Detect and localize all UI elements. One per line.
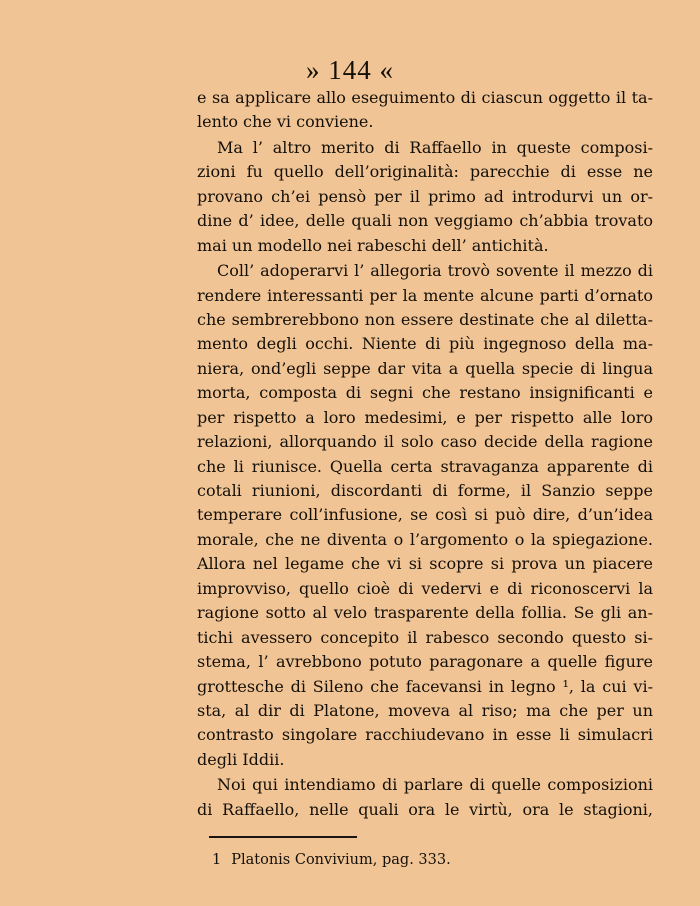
text-line: mento degli occhi. Niente di più ingegnoso della ma- xyxy=(197,334,653,354)
text-line: Allora nel legame che vi si scopre si prova un piacere xyxy=(197,554,653,574)
footnote-marker: 1 xyxy=(212,852,222,868)
text-line: di Raffaello, nelle quali ora le virtù, ora le stagioni, xyxy=(197,799,653,819)
text-line: relazioni, allorquando il solo caso decide della ragione xyxy=(197,432,653,452)
text-line: provano ch’ei pensò per il primo ad introdurvi un or- xyxy=(197,186,653,206)
text-line: degli Iddii. xyxy=(197,749,285,769)
text-line: morta, composta di segni che restano insignificanti e xyxy=(197,383,653,403)
text-line: cotali riunioni, discordanti di forme, il Sanzio seppe xyxy=(197,481,653,500)
text-line: zioni fu quello dell’originalità: parecchie di esse ne xyxy=(197,162,653,182)
text-line: grottesche di Sileno che facevansi in legno ¹, la cui vi- xyxy=(197,676,653,696)
text-line: lento che vi conviene. xyxy=(197,112,374,132)
footnote xyxy=(212,851,451,869)
text-line: dine d’ idee, delle quali non veggiamo ch’abbia trovato xyxy=(197,211,653,231)
text-line: Ma l’ altro merito di Raffaello in queste composi- xyxy=(217,137,653,157)
text-line: morale, che ne diventa o l’argomento o la spiegazione. xyxy=(197,529,653,549)
text-line: temperare coll’infusione, se così si può dire, d’un’idea xyxy=(197,505,653,525)
text-line: tichi avessero concepito il rabesco secondo questo si- xyxy=(197,627,653,647)
text-line: niera, ond’egli seppe dar vita a quella specie di lingua xyxy=(197,358,653,378)
text-line: che li riunisce. Quella certa stravaganza apparente di xyxy=(197,456,653,476)
text-line: per rispetto a loro medesimi, e per rispetto alle loro xyxy=(197,407,653,427)
page-number: » 144 « xyxy=(306,55,394,85)
text-line: rendere interessanti per la mente alcune parti d’ornato xyxy=(197,285,653,305)
text-line: improvviso, quello cioè di vedervi e di riconoscervi la xyxy=(197,578,653,598)
footnote-rule xyxy=(209,836,357,838)
footnote-text: Platonis Convivium, pag. 333. xyxy=(231,852,451,868)
text-line: che sembrerebbono non essere destinate che al diletta- xyxy=(197,309,653,329)
text-line: contrasto singolare racchiudevano in esse li simulacri xyxy=(197,725,653,745)
text-line: e sa applicare allo eseguimento di ciascun oggetto il ta- xyxy=(197,88,653,107)
text-line: sta, al dir di Platone, moveva al riso; ma che per un xyxy=(197,700,653,720)
text-line: stema, l’ avrebbono potuto paragonare a quelle figure xyxy=(197,652,653,672)
text-line: ragione sotto al velo trasparente della follia. Se gli an- xyxy=(197,603,653,623)
body-text xyxy=(197,86,653,822)
text-line: mai un modello nei rabeschi dell’ antichità. xyxy=(197,235,549,255)
text-line: Coll’ adoperarvi l’ allegoria trovò sovente il mezzo di xyxy=(217,261,653,281)
text-line: Noi qui intendiamo di parlare di quelle composizioni xyxy=(217,775,653,795)
